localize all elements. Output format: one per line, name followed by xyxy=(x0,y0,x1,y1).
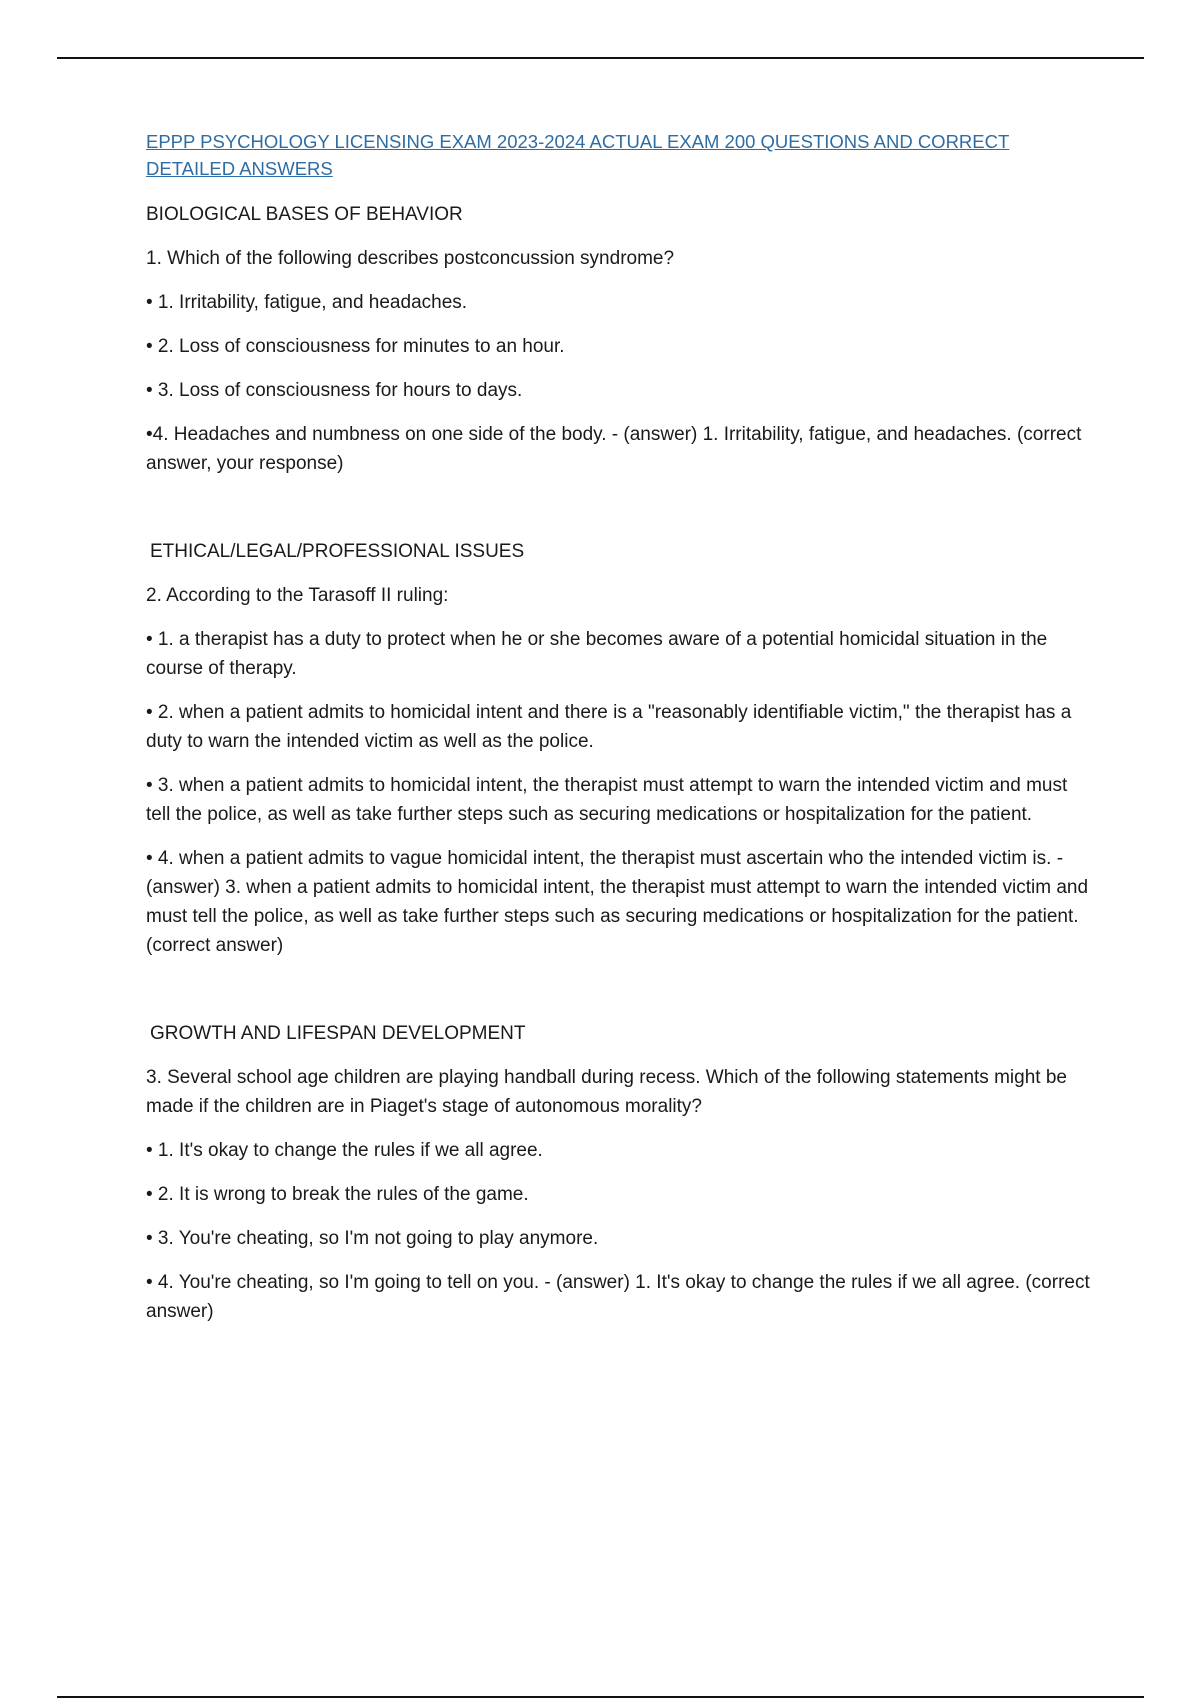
section-spacer xyxy=(146,493,1096,537)
top-rule xyxy=(57,57,1144,59)
question-1-option-2: • 2. Loss of consciousness for minutes to an hour. xyxy=(146,336,565,357)
question-3-option-3: • 3. You're cheating, so I'm not going to play anymore. xyxy=(146,1228,599,1249)
question-2-option-1: • 1. a therapist has a duty to protect when he or she becomes aware of a potential homicidal situation in the course of therapy. xyxy=(146,629,1048,679)
question-2-option-2: • 2. when a patient admits to homicidal intent and there is a "reasonably identifiable victim," the therapist has a duty to warn the intended victim as well as the police. xyxy=(146,702,1072,752)
section-spacer xyxy=(146,975,1096,1019)
question-3: 3. Several school age children are playing handball during recess. Which of the following statements might be made if the children are in Piaget's stage of autonomous morality? xyxy=(146,1067,1067,1117)
question-1-option-1: • 1. Irritability, fatigue, and headaches. xyxy=(146,292,468,313)
question-2-option-4-answer: • 4. when a patient admits to vague homicidal intent, the therapist must ascertain who the intended victim is. - (answer) 3. when a patient admits to homicidal intent, the therapist must attempt to warn the intended victim and must tell the police, as well as take further steps such as securing medications or hospitalization for the patient. (correct answer) xyxy=(146,848,1089,956)
question-3-option-2: • 2. It is wrong to break the rules of the game. xyxy=(146,1184,529,1205)
question-2-option-3: • 3. when a patient admits to homicidal intent, the therapist must attempt to warn the intended victim and must tell the police, as well as take further steps such as securing medications or hospitalization for the patient. xyxy=(146,775,1068,825)
document-body xyxy=(146,128,1096,1341)
question-1: 1. Which of the following describes postconcussion syndrome? xyxy=(146,248,675,269)
document-title-link[interactable]: EPPP PSYCHOLOGY LICENSING EXAM 2023-2024 ACTUAL EXAM 200 QUESTIONS AND CORRECT DETAILED ANSWERS xyxy=(146,131,1010,179)
question-1-option-4-answer: •4. Headaches and numbness on one side of the body. - (answer) 1. Irritability, fatigue, and headaches. (correct answer, your response) xyxy=(146,424,1082,474)
question-1-option-3: • 3. Loss of consciousness for hours to days. xyxy=(146,380,523,401)
question-3-option-4-answer: • 4. You're cheating, so I'm going to tell on you. - (answer) 1. It's okay to change the rules if we all agree. (correct answer) xyxy=(146,1272,1090,1322)
section-heading-growth: GROWTH AND LIFESPAN DEVELOPMENT xyxy=(150,1023,526,1044)
section-heading-ethical: ETHICAL/LEGAL/PROFESSIONAL ISSUES xyxy=(150,541,525,562)
question-2: 2. According to the Tarasoff II ruling: xyxy=(146,585,449,606)
bottom-rule xyxy=(57,1696,1144,1698)
question-3-option-1: • 1. It's okay to change the rules if we all agree. xyxy=(146,1140,543,1161)
section-heading-biological: BIOLOGICAL BASES OF BEHAVIOR xyxy=(146,204,463,225)
